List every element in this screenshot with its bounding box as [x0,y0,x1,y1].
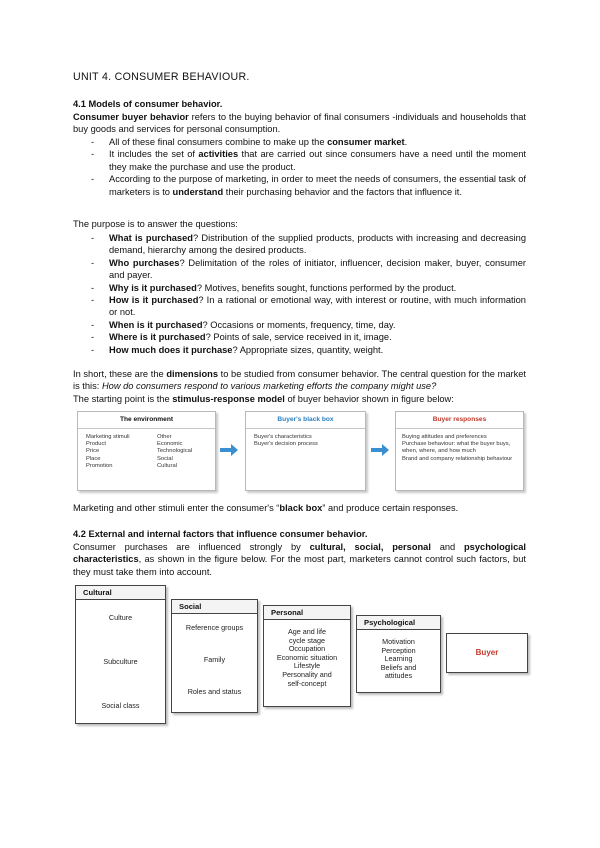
buyer-responses-box [395,411,524,491]
personal-title: Personal [264,606,350,620]
bullet-a-1: - All of these final consumers combine to make up the consumer market. [91,136,526,148]
starting-point-paragraph: The starting point is the stimulus-response model of buyer behavior shown in figure below: [73,394,454,404]
social-item: Reference groups [185,623,244,632]
buyer-title: Buyer [475,648,499,657]
buyer-responses-title: Buyer responses [396,412,523,429]
question-how-much: - How much does it purchase? Appropriate sizes, quantity, weight. [91,344,526,356]
environment-title: The environment [78,412,215,429]
question-who: - Who purchases? Delimitation of the roles of initiator, influencer, decision maker, buyer, consumer and payer. [91,257,526,282]
buyer-responses-items: Buying attitudes and preferences Purchase behaviour: what the buyer buys, when, where, and how much Brand and company relationship behaviour [402,434,513,462]
psychological-box [356,615,441,693]
stimulus-response-figure [77,411,523,493]
marketing-stimuli-column: Marketing stimuli Product Price Place Promotion [86,434,130,469]
arrow-right-icon [219,443,239,457]
question-where: - Where is it purchased? Points of sale, service received in it, image. [91,331,526,343]
buyer-box [446,633,528,673]
cultural-item: Subculture [103,657,138,666]
social-box [171,599,258,713]
personal-items: Age and life cycle stage Occupation Economic situation Lifestyle Personality and self-concept [276,627,338,688]
intro-bold: Consumer buyer behavior [73,112,189,122]
psychological-items: Motivation Perception Learning Beliefs and attitudes [380,637,417,681]
factors-figure [75,585,528,725]
factors-paragraph: Consumer purchases are influenced strongly by cultural, social, personal and psychological characteristics, as shown in the figure below. For the most part, marketers cannot control such factors, but they must take them into account. [73,542,526,577]
section-1-heading: 4.1 Models of consumer behavior. [73,99,223,109]
cultural-box [75,585,166,724]
intro-text: refers to the buying behavior of final consumers -individuals and households that buy goods and services for personal consumption. [73,112,526,135]
environment-box [77,411,216,491]
other-stimuli-column: Other Economic Technological Social Cultural [157,434,193,469]
cultural-title: Cultural [76,586,165,600]
cultural-item: Social class [101,701,140,710]
black-box-title: Buyer's black box [246,412,365,429]
section-2-heading: 4.2 External and internal factors that influence consumer behavior. [73,529,368,539]
unit-title: UNIT 4. CONSUMER BEHAVIOUR. [73,71,250,83]
black-box [245,411,366,491]
summary-paragraph: In short, these are the dimensions to be studied from consumer behavior. The central question for the market is this: How do consumers respond to various marketing efforts the company might use? [73,369,527,392]
cultural-item: Culture [108,613,133,622]
social-title: Social [172,600,257,614]
intro-paragraph [73,111,526,136]
black-box-paragraph: Marketing and other stimuli enter the consumer's “black box” and produce certain responses. [73,503,459,513]
question-when: - When is it purchased? Occasions or moments, frequency, time, day. [91,319,526,331]
bullet-a-3: - According to the purpose of marketing, in order to meet the needs of consumers, the essential task of marketers is to understand their purchasing behavior and the factors that influence it. [91,173,526,198]
questions-list [91,232,526,356]
arrow-right-icon [370,443,390,457]
social-item: Roles and status [187,687,242,696]
purpose-text: The purpose is to answer the questions: [73,219,238,229]
black-box-items: Buyer's characteristics Buyer's decision process [254,434,318,448]
social-item: Family [203,655,226,664]
question-what: - What is purchased? Distribution of the supplied products, products with increasing and decreasing demand, hierarchy among the desired products. [91,232,526,257]
psychological-title: Psychological [357,616,440,630]
question-how: - How is it purchased? In a rational or emotional way, with interest or routine, with much information or not. [91,294,526,319]
personal-box [263,605,351,707]
bullet-a-2: - It includes the set of activities that are carried out since consumers have a need until the moment they make the purchase and use the product. [91,148,526,173]
question-why: - Why is it purchased? Motives, benefits sought, functions performed by the product. [91,282,526,294]
bullet-list-a [91,136,526,198]
